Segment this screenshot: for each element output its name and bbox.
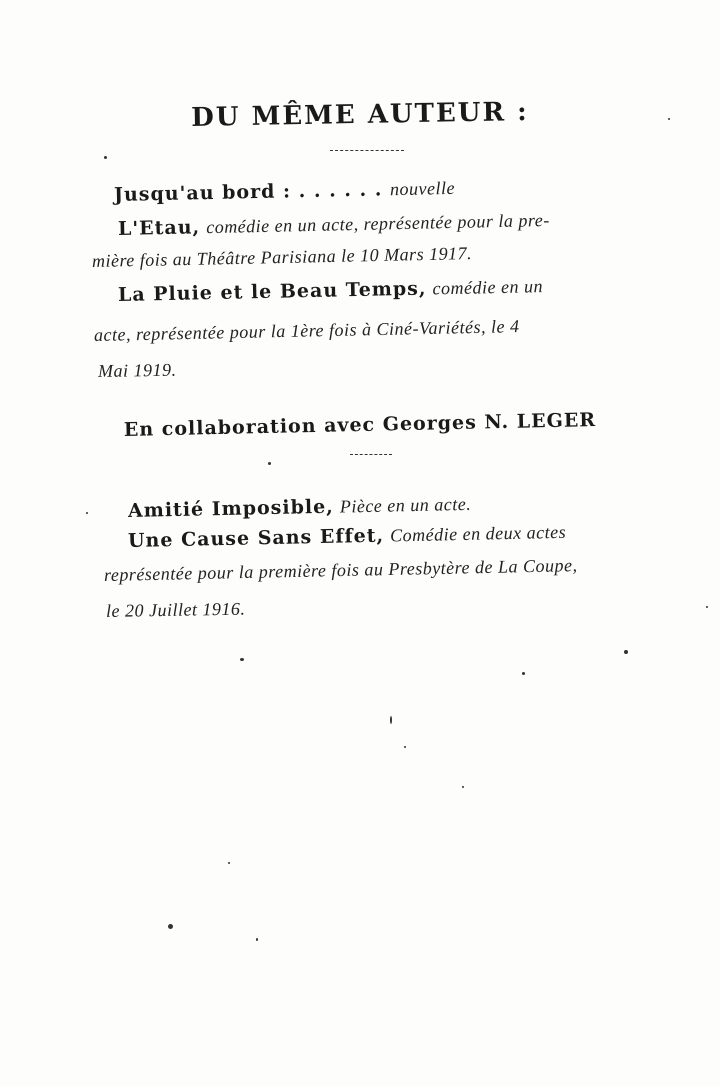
- work-title: Amitié Imposible,: [127, 495, 335, 522]
- work-amitie-imposible: [128, 495, 472, 521]
- work-la-pluie-continued: [98, 361, 177, 381]
- work-la-pluie: [118, 277, 543, 305]
- collaboration-rule: [350, 454, 392, 455]
- scan-speck: [390, 716, 392, 724]
- dot-leader: . . . . . .: [290, 178, 391, 203]
- work-description-line: représentée pour la première fois au Presbytère de La Coupe,: [103, 555, 578, 585]
- scan-speck: [168, 924, 173, 929]
- work-title: La Pluie et le Beau Temps,: [117, 277, 427, 306]
- work-title: Une Cause Sans Effet,: [127, 524, 385, 552]
- scan-speck: [86, 512, 88, 514]
- page-heading: DU MÊME AUTEUR :: [191, 97, 529, 133]
- work-l-etau: [118, 211, 550, 239]
- scan-speck: [462, 786, 464, 788]
- scan-speck: [706, 606, 708, 608]
- work-description-line: acte, représentée pour la 1ère fois à Ciné-Variétés, le 4: [93, 316, 520, 345]
- work-description-line: Mai 1919.: [97, 359, 177, 381]
- work-title: Jusqu'au bord :: [113, 180, 292, 206]
- heading-rule: [330, 150, 404, 151]
- scan-speck: [240, 658, 244, 661]
- work-description-line: le 20 Juillet 1916.: [105, 598, 246, 621]
- work-description-line: comédie en un: [432, 276, 544, 299]
- work-la-pluie-continued: [94, 317, 520, 345]
- work-description: nouvelle: [389, 177, 456, 200]
- scan-speck: [668, 118, 670, 120]
- work-description: Pièce en un acte.: [339, 493, 472, 517]
- scan-speck: [256, 938, 258, 941]
- work-title: L'Etau,: [117, 216, 201, 240]
- scan-speck: [268, 462, 271, 465]
- scan-speck: [522, 672, 525, 675]
- scan-speck: [624, 650, 628, 654]
- scan-speck: [404, 746, 406, 748]
- work-description-line: comédie en un acte, représentée pour la pre-: [205, 209, 550, 238]
- work-l-etau-continued: [92, 244, 472, 271]
- work-une-cause-sans-effet: [128, 523, 566, 551]
- work-jusqu-au-bord: [114, 179, 455, 205]
- work-une-cause-continued: [106, 600, 246, 621]
- scan-speck: [228, 862, 230, 864]
- work-une-cause-continued: [104, 556, 578, 585]
- work-description-line: mière fois au Théâtre Parisiana le 10 Mars 1917.: [91, 243, 473, 271]
- scan-speck: [104, 156, 107, 159]
- work-description-line: Comédie en deux actes: [389, 521, 567, 546]
- collaboration-heading: En collaboration avec Georges N. LEGER: [123, 409, 597, 441]
